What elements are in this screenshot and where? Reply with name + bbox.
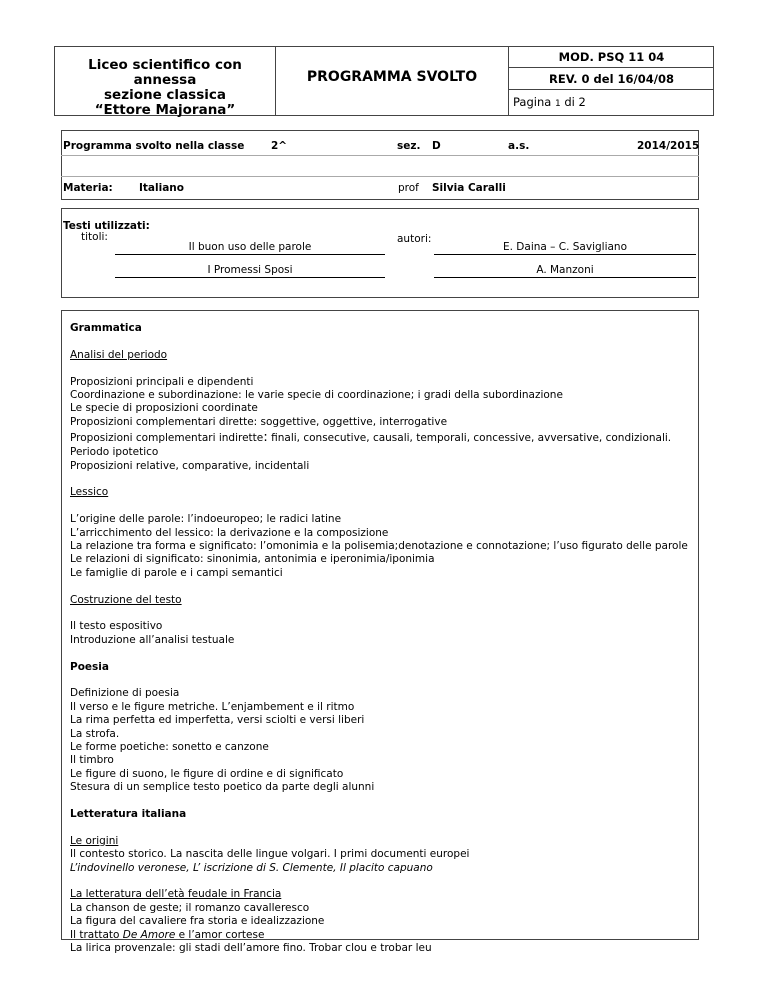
program-line: Definizione di poesia xyxy=(70,687,180,700)
program-line-part: Il trattato xyxy=(70,928,123,941)
program-line-part: Proposizioni complementari indirette xyxy=(70,432,264,445)
school-line-2: sezione classica xyxy=(104,87,226,103)
page-number: 1 xyxy=(554,99,561,109)
program-line-part: finali, consecutive, causali, temporali, concessive, avversative, condizionali. xyxy=(267,432,672,445)
texts-box xyxy=(61,208,699,298)
section-heading: Poesia xyxy=(70,660,109,673)
program-line-italic: De Amore xyxy=(122,928,176,941)
classe-label: Programma svolto nella classe xyxy=(63,140,245,152)
book-author: A. Manzoni xyxy=(536,264,594,276)
page-total: di 2 xyxy=(564,95,586,109)
program-line: Proposizioni principali e dipendenti xyxy=(70,375,254,388)
page-indicator xyxy=(513,95,586,109)
program-line: La figura del cavaliere fra storia e idealizzazione xyxy=(70,915,325,928)
program-line: Coordinazione e subordinazione: le varie specie di coordinazione; i gradi della subordinazione xyxy=(70,389,563,401)
book-title: Il buon uso delle parole xyxy=(188,241,312,253)
revision: REV. 0 del 16/04/08 xyxy=(549,72,674,86)
program-line: La strofa. xyxy=(70,727,120,740)
program-line: La relazione tra forma e significato: l’omonimia e la polisemia;denotazione e connotazione; l’uso figurato delle parole xyxy=(70,540,688,553)
section-heading: Grammatica xyxy=(70,322,142,334)
school-line-3: “Ettore Majorana” xyxy=(94,102,236,118)
program-line: Le famiglie di parole e i campi semantici xyxy=(70,566,283,579)
sez-value: D xyxy=(432,140,441,152)
program-line: Le specie di proposizioni coordinate xyxy=(70,402,258,415)
materia-label: Materia: xyxy=(63,182,113,194)
school-line-1: Liceo scientifico con annessa xyxy=(88,57,242,88)
as-value: 2014/2015 xyxy=(637,140,700,152)
subsection-heading: Lessico xyxy=(70,486,109,499)
subsection-heading: Le origini xyxy=(70,834,119,847)
program-line: Stesura di un semplice testo poetico da parte degli alunni xyxy=(70,781,375,794)
program-line xyxy=(70,862,690,875)
page-label: Pagina xyxy=(513,95,552,109)
program-line-part: e l’amor cortese xyxy=(175,928,265,941)
header-row-line-1 xyxy=(508,67,714,68)
book-title-line xyxy=(115,254,385,255)
class-info-row-line-2 xyxy=(61,176,699,177)
program-line: La rima perfetta ed imperfetta, versi sciolti e versi liberi xyxy=(70,714,365,727)
as-label: a.s. xyxy=(508,140,530,152)
subsection-heading: La letteratura dell’età feudale in Francia xyxy=(70,888,282,901)
program-content xyxy=(70,322,690,956)
program-line: L’arricchimento del lessico: la derivazione e la composizione xyxy=(70,526,389,539)
classe-value: 2^ xyxy=(271,140,288,152)
autori-label: autori: xyxy=(397,233,432,245)
program-line-italic: L’indovinello veronese, L’ iscrizione di S. Clemente, Il placito capuano xyxy=(70,861,433,874)
program-line: L’origine delle parole: l’indoeuropeo; le radici latine xyxy=(70,513,342,526)
program-line: Introduzione all’analisi testuale xyxy=(70,633,235,646)
program-line: La chanson de geste; il romanzo cavalleresco xyxy=(70,901,310,914)
prof-value: Silvia Caralli xyxy=(432,182,506,194)
document-title: PROGRAMMA SVOLTO xyxy=(306,69,478,85)
program-line: Proposizioni complementari dirette: soggettive, oggettive, interrogative xyxy=(70,415,448,428)
program-line xyxy=(70,429,690,446)
program-line: Le figure di suono, le figure di ordine e di significato xyxy=(70,767,344,780)
module-code: MOD. PSQ 11 04 xyxy=(558,50,665,64)
program-line: La lirica provenzale: gli stadi dell’amore fino. Trobar clou e trobar leu xyxy=(70,942,432,955)
sez-label: sez. xyxy=(397,140,421,152)
school-name xyxy=(55,58,275,118)
program-line: Le forme poetiche: sonetto e canzone xyxy=(70,741,269,754)
program-line xyxy=(70,929,690,942)
program-line: Il contesto storico. La nascita delle lingue volgari. I primi documenti europei xyxy=(70,848,470,861)
book-author-line xyxy=(434,254,696,255)
program-line: Il verso e le figure metriche. L’enjambement e il ritmo xyxy=(70,700,355,713)
prof-label: prof xyxy=(398,182,419,194)
program-line: Le relazioni di significato: sinonimia, antonimia e iperonimia/iponimia xyxy=(70,553,435,566)
book-author: E. Daina – C. Savigliano xyxy=(502,241,627,253)
texts-heading: Testi utilizzati: xyxy=(63,220,150,232)
book-author-line xyxy=(434,277,696,278)
program-line: Il timbro xyxy=(70,754,114,767)
colon-mark: : xyxy=(263,429,268,446)
program-line: Il testo espositivo xyxy=(70,620,163,633)
materia-value: Italiano xyxy=(139,182,184,194)
subsection-heading: Analisi del periodo xyxy=(70,348,168,361)
section-heading: Letteratura italiana xyxy=(70,808,187,821)
book-title-line xyxy=(115,277,385,278)
program-line: Periodo ipotetico xyxy=(70,446,159,459)
header-row-line-2 xyxy=(508,89,714,90)
titoli-label: titoli: xyxy=(81,231,108,243)
program-line: Proposizioni relative, comparative, incidentali xyxy=(70,459,310,472)
class-info-row-line xyxy=(61,155,699,156)
book-title: I Promessi Sposi xyxy=(207,264,293,276)
subsection-heading: Costruzione del testo xyxy=(70,593,182,606)
